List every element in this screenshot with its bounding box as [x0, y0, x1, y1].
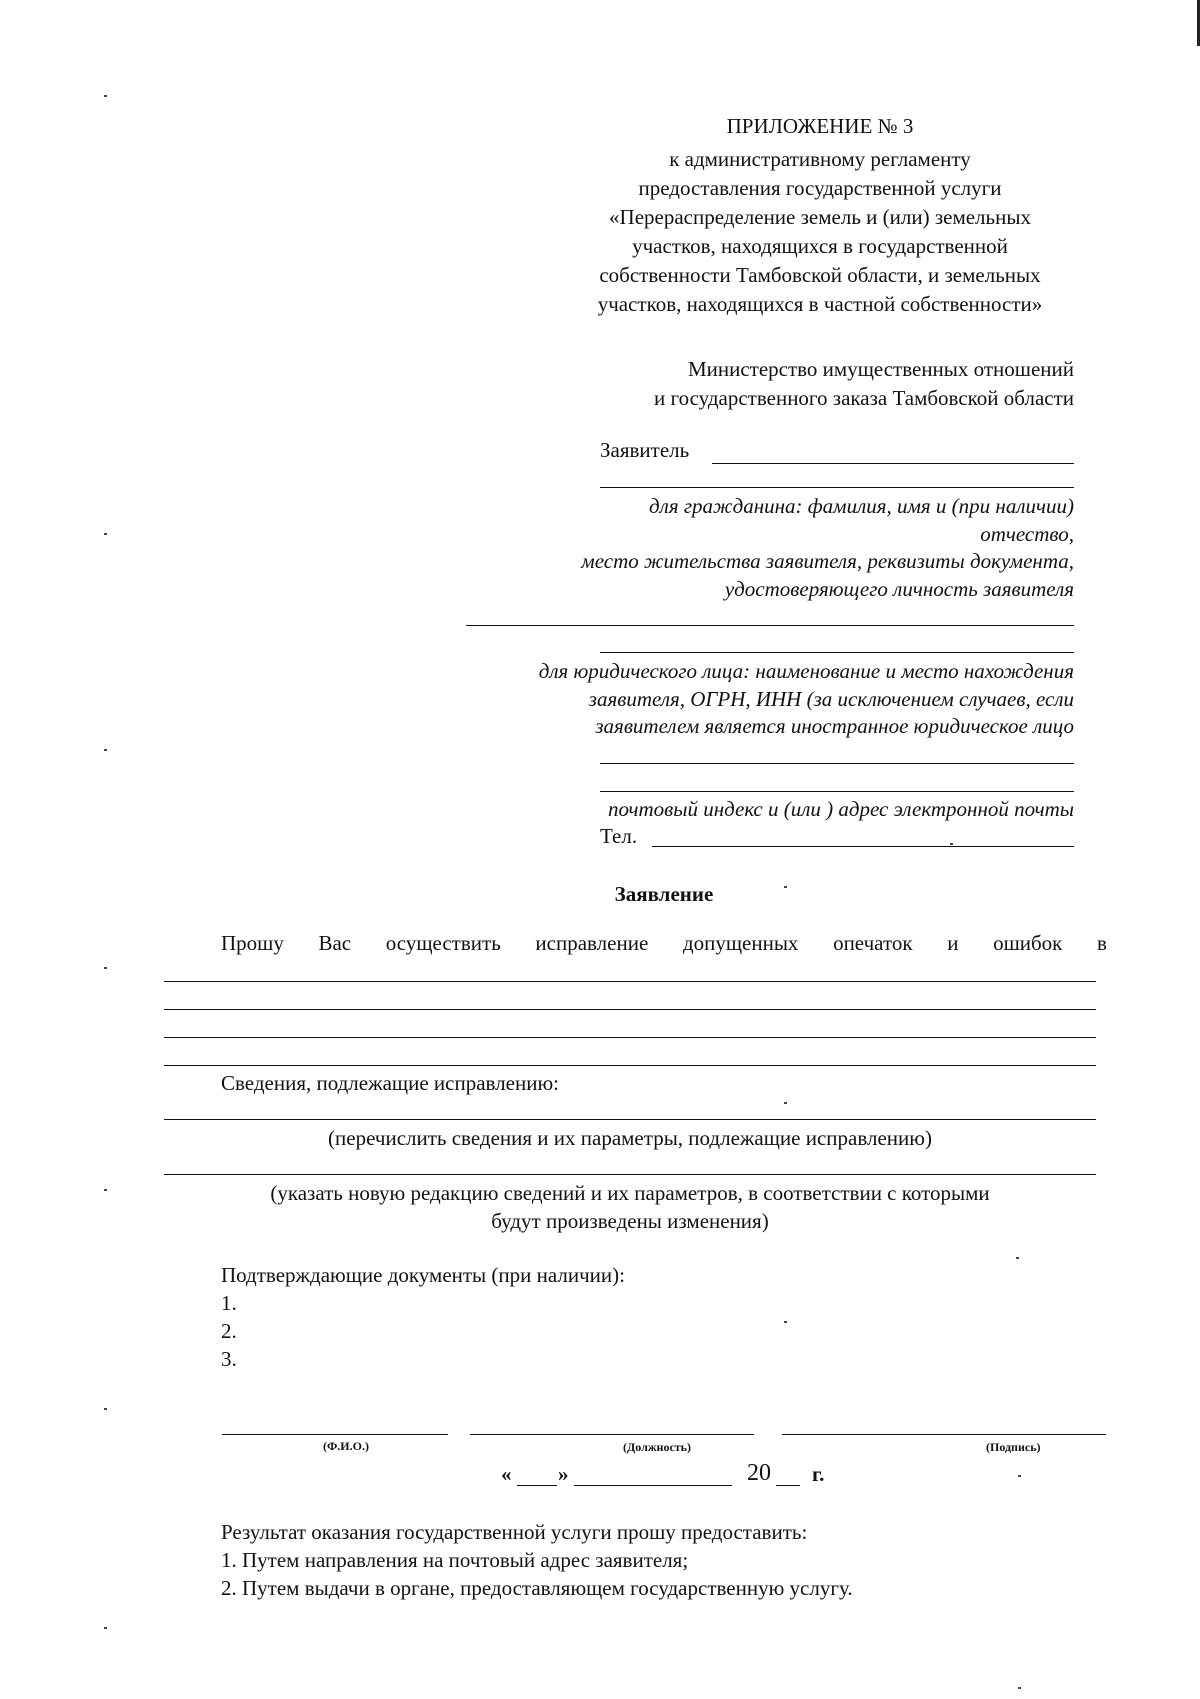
info-line[interactable]	[164, 1119, 1096, 1120]
result-option-1: 1. Путем направления на почтовый адрес заявителя;	[221, 1548, 689, 1572]
header-line-1: к административному регламенту	[669, 147, 971, 171]
new-info-hint-1: (указать новую редакцию сведений и их параметров, в соответствии с которыми	[270, 1181, 990, 1205]
legal-hint-1: для юридического лица: наименование и место нахождения	[538, 659, 1074, 683]
applicant-name-line-2[interactable]	[600, 487, 1074, 488]
request-line-1[interactable]	[164, 981, 1096, 982]
legal-hint-3: заявителем является иностранное юридическое лицо	[595, 714, 1074, 738]
info-label: Сведения, подлежащие исправлению:	[221, 1071, 559, 1095]
new-info-line[interactable]	[164, 1174, 1096, 1175]
position-caption: (Должность)	[623, 1440, 692, 1454]
legal-data-line[interactable]	[600, 652, 1074, 653]
doc-item-1: 1.	[221, 1291, 237, 1315]
signature-line[interactable]	[782, 1434, 1106, 1435]
header-line-4: участков, находящихся в государственной	[632, 234, 1008, 258]
citizen-hint-1: для гражданина: фамилия, имя и (при наличии)	[649, 494, 1074, 518]
info-hint: (перечислить сведения и их параметры, подлежащие исправлению)	[328, 1126, 932, 1150]
request-line-4[interactable]	[164, 1065, 1096, 1066]
day-line[interactable]	[517, 1485, 557, 1486]
doc-item-3: 3.	[221, 1347, 237, 1371]
fio-caption: (Ф.И.О.)	[323, 1439, 369, 1453]
postal-hint: почтовый индекс и (или ) адрес электронной почты	[608, 797, 1074, 821]
docs-label: Подтверждающие документы (при наличии):	[221, 1263, 625, 1287]
result-label: Результат оказания государственной услуги прошу предоставить:	[221, 1520, 808, 1544]
phone-label: Тел.	[600, 824, 638, 848]
year-prefix: 20	[747, 1460, 771, 1486]
citizen-data-line[interactable]	[466, 625, 1074, 626]
request-word: допущенных	[682, 931, 799, 955]
request-sentence	[221, 929, 1107, 958]
request-line-2[interactable]	[164, 1009, 1096, 1010]
doc-item-2: 2.	[221, 1319, 237, 1343]
request-word: ошибок	[993, 931, 1063, 955]
postal-line-2[interactable]	[600, 791, 1074, 792]
request-word: осуществить	[385, 931, 501, 955]
date-close-quote: »	[558, 1462, 569, 1486]
phone-line[interactable]	[652, 846, 1074, 847]
position-line[interactable]	[470, 1434, 754, 1435]
postal-line-1[interactable]	[600, 763, 1074, 764]
request-word: опечаток	[833, 931, 913, 955]
legal-hint-2: заявителя, ОГРН, ИНН (за исключением случаев, если	[588, 687, 1074, 711]
signature-caption: (Подпись)	[986, 1440, 1041, 1454]
month-line[interactable]	[574, 1485, 732, 1486]
header-line-3: «Перераспределение земель и (или) земельных	[609, 205, 1031, 229]
header-line-5: собственности Тамбовской области, и земельных	[599, 263, 1041, 287]
new-info-hint-2: будут произведены изменения)	[491, 1209, 769, 1233]
addressee-line-2: и государственного заказа Тамбовской области	[654, 386, 1074, 410]
addressee-line-1: Министерство имущественных отношений	[687, 357, 1074, 381]
citizen-hint-2: отчество,	[980, 522, 1074, 546]
request-word: Вас	[318, 931, 352, 955]
request-word: исправление	[535, 931, 649, 955]
year-line[interactable]	[776, 1485, 800, 1486]
header-line-2: предоставления государственной услуги	[638, 176, 1002, 200]
date-open-quote: «	[501, 1462, 512, 1486]
applicant-label: Заявитель	[600, 438, 690, 462]
request-word: и	[947, 931, 959, 955]
applicant-name-line[interactable]	[712, 463, 1074, 464]
result-option-2: 2. Путем выдачи в органе, предоставляющем государственную услугу.	[221, 1576, 853, 1600]
request-word: в	[1097, 931, 1107, 955]
appendix-title: ПРИЛОЖЕНИЕ № 3	[726, 114, 914, 138]
citizen-hint-3: место жительства заявителя, реквизиты документа,	[581, 549, 1074, 573]
request-word: Прошу	[221, 931, 284, 955]
header-line-6: участков, находящихся в частной собственности»	[597, 292, 1043, 316]
fio-line[interactable]	[222, 1434, 448, 1435]
statement-title: Заявление	[614, 882, 714, 906]
year-suffix: г.	[812, 1462, 825, 1486]
request-line-3[interactable]	[164, 1037, 1096, 1038]
citizen-hint-4: удостоверяющего личность заявителя	[724, 577, 1074, 601]
